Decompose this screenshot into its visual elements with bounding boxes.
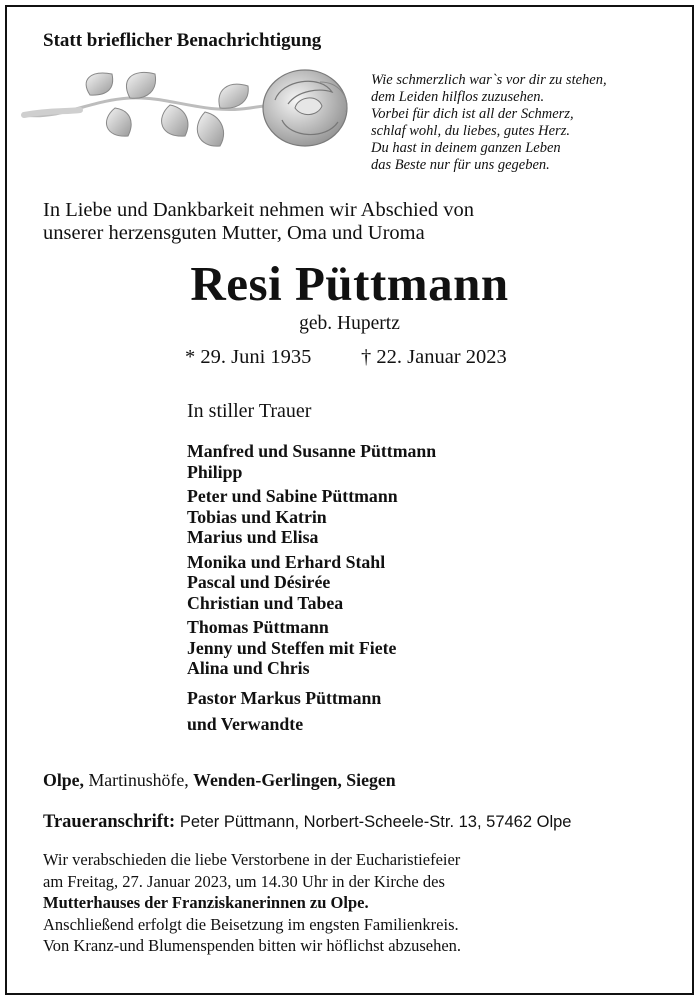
mourner-name: Thomas Püttmann <box>187 617 329 637</box>
service-line: Wir verabschieden die liebe Verstorbene in der Eucharistiefeier <box>43 850 461 869</box>
service-details <box>43 849 461 957</box>
poem-line: das Beste nur für uns gegeben. <box>371 157 550 173</box>
mourning-heading: In stiller Trauer <box>187 400 312 422</box>
place-wenden-siegen: Wenden-Gerlingen, Siegen <box>193 770 396 790</box>
birth-date: * 29. Juni 1935 <box>185 346 312 368</box>
poem-line: schlaf wohl, du liebes, gutes Herz. <box>371 123 570 139</box>
service-line: Mutterhauses der Franziskanerinnen zu Olpe. <box>43 893 369 912</box>
mourner-group <box>187 617 436 679</box>
mourning-address <box>43 812 571 833</box>
place-olpe: Olpe, <box>43 770 84 790</box>
death-date: † 22. Januar 2023 <box>361 346 507 368</box>
mourner-name: Peter und Sabine Püttmann <box>187 486 398 506</box>
intro-text <box>43 199 474 245</box>
place-martinushoefe: Martinushöfe, <box>88 770 189 790</box>
poem <box>371 72 607 174</box>
mourner-name: Christian und Tabea <box>187 592 344 613</box>
mourner-name: Manfred und Susanne Püttmann <box>187 441 437 461</box>
poem-line: Vorbei für dich ist all der Schmerz, <box>371 106 574 122</box>
mourner-group <box>187 486 436 548</box>
mourner-name: Alina und Chris <box>187 658 310 678</box>
address-value: Peter Püttmann, Norbert-Scheele-Str. 13, 57462 Olpe <box>179 813 572 831</box>
service-line: am Freitag, 27. Januar 2023, um 14.30 Uhr in der Kirche des <box>43 871 445 891</box>
service-line: Von Kranz-und Blumenspenden bitten wir höflichst abzusehen. <box>43 936 462 955</box>
mourner-name: Jenny und Steffen mit Fiete <box>187 637 397 658</box>
poem-line: Du hast in deinem ganzen Leben <box>371 140 561 156</box>
maiden-name: geb. Hupertz <box>299 313 400 334</box>
address-label: Traueranschrift: <box>43 812 176 832</box>
mourner-name: Marius und Elisa <box>187 527 319 547</box>
intro-line: unserer herzensguten Mutter, Oma und Uroma <box>43 222 425 244</box>
mourner-name: Tobias und Katrin <box>187 506 327 527</box>
rose-illustration <box>20 60 360 180</box>
poem-line: Wie schmerzlich war`s vor dir zu stehen, <box>371 72 607 88</box>
places-line <box>43 770 396 791</box>
notice-header: Statt brieflicher Benachrichtigung <box>43 30 322 51</box>
deceased-name: Resi Püttmann <box>190 256 509 311</box>
mourners-list <box>187 441 436 683</box>
mourner-group <box>187 441 436 482</box>
mourner-name: Pascal und Désirée <box>187 572 331 592</box>
pastor-name: Pastor Markus Püttmann <box>187 688 382 708</box>
mourner-group <box>187 552 436 614</box>
service-line: Anschließend erfolgt die Beisetzung im engsten Familienkreis. <box>43 914 459 934</box>
poem-line: dem Leiden hilflos zuzusehen. <box>371 89 545 105</box>
mourner-name: Philipp <box>187 461 243 482</box>
intro-line: In Liebe und Dankbarkeit nehmen wir Abschied von <box>43 199 474 221</box>
mourner-name: Monika und Erhard Stahl <box>187 551 386 572</box>
relatives-line: und Verwandte <box>187 714 304 734</box>
